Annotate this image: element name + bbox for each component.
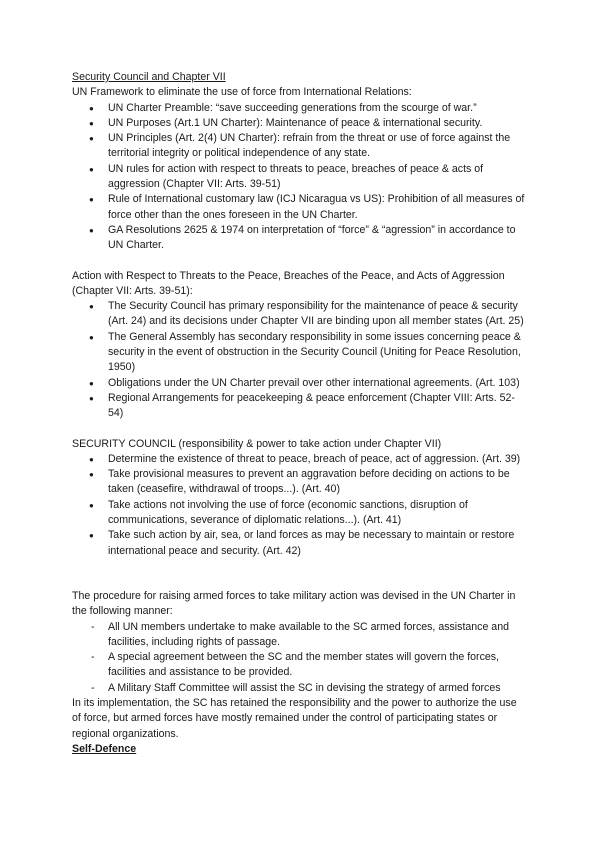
list-item: ● GA Resolutions 2625 & 1974 on interpretation of “force” & “agression” in accordance to UN Charter. <box>72 223 528 254</box>
section-heading-security-council: Security Council and Chapter VII <box>72 71 226 83</box>
action-intro: Action with Respect to Threats to the Peace, Breaches of the Peace, and Acts of Aggression (Chapter VII: Arts. 39-51): <box>72 269 505 297</box>
list-item: - All UN members undertake to make available to the SC armed forces, assistance and facilities, including rights of passage. <box>72 620 528 651</box>
spacer <box>72 422 528 437</box>
list-item: ● UN rules for action with respect to threats to peace, breaches of peace & acts of aggression (Chapter VII: Arts. 39-51) <box>72 162 528 193</box>
list-item: ● Take such action by air, sea, or land forces as may be necessary to maintain or restore international peace and security. (Art. 42) <box>72 528 528 559</box>
list-item: ● Rule of International customary law (ICJ Nicaragua vs US): Prohibition of all measures of force other than the ones foreseen in the UN Charter. <box>72 192 528 223</box>
section-heading-self-defence: Self-Defence <box>72 742 137 755</box>
list-item: ● Regional Arrangements for peacekeeping & peace enforcement (Chapter VIII: Arts. 52-54) <box>72 391 528 422</box>
security-council-bullet-list <box>72 452 528 559</box>
framework-intro: UN Framework to eliminate the use of force from International Relations: <box>72 86 412 99</box>
spacer <box>72 254 528 269</box>
list-item: ● UN Purposes (Art.1 UN Charter): Maintenance of peace & international security. <box>72 116 528 131</box>
procedure-outro: In its implementation, the SC has retained the responsibility and the power to authorize the use of force, but armed forces have mostly remained under the control of participating states or regional organizations. <box>72 696 517 740</box>
list-item: - A Military Staff Committee will assist the SC in devising the strategy of armed forces <box>72 681 528 696</box>
security-council-intro: SECURITY COUNCIL (responsibility & power to take action under Chapter VII) <box>72 437 442 450</box>
list-item: ● Take provisional measures to prevent an aggravation before deciding on actions to be taken (ceasefire, withdrawal of troops...). (Art. 40) <box>72 467 528 498</box>
list-item: ● UN Principles (Art. 2(4) UN Charter): refrain from the threat or use of force against the territorial integrity or political independence of any state. <box>72 131 528 162</box>
list-item: ● Take actions not involving the use of force (economic sanctions, disruption of communications, severance of diplomatic relations...). (Art. 41) <box>72 498 528 529</box>
procedure-intro: The procedure for raising armed forces to take military action was devised in the UN Charter in the following manner: <box>72 589 516 618</box>
list-item: ● The Security Council has primary responsibility for the maintenance of peace & security (Art. 24) and its decisions under Chapter VII are binding upon all member states (Art. 25) <box>72 299 528 330</box>
procedure-dash-list <box>72 620 528 696</box>
document-page <box>72 70 528 757</box>
spacer <box>72 559 528 589</box>
list-item: - A special agreement between the SC and the member states will govern the forces, facilities and assistance to be provided. <box>72 650 528 681</box>
list-item: ● Obligations under the UN Charter prevail over other international agreements. (Art. 103) <box>72 376 528 391</box>
list-item: ● Determine the existence of threat to peace, breach of peace, act of aggression. (Art. 39) <box>72 452 528 467</box>
framework-bullet-list <box>72 101 528 254</box>
list-item: ● UN Charter Preamble: “save succeeding generations from the scourge of war.” <box>72 101 528 116</box>
action-bullet-list <box>72 299 528 421</box>
list-item: ● The General Assembly has secondary responsibility in some issues concerning peace & security in the event of obstruction in the Security Council (Uniting for Peace Resolution, 1950) <box>72 330 528 376</box>
